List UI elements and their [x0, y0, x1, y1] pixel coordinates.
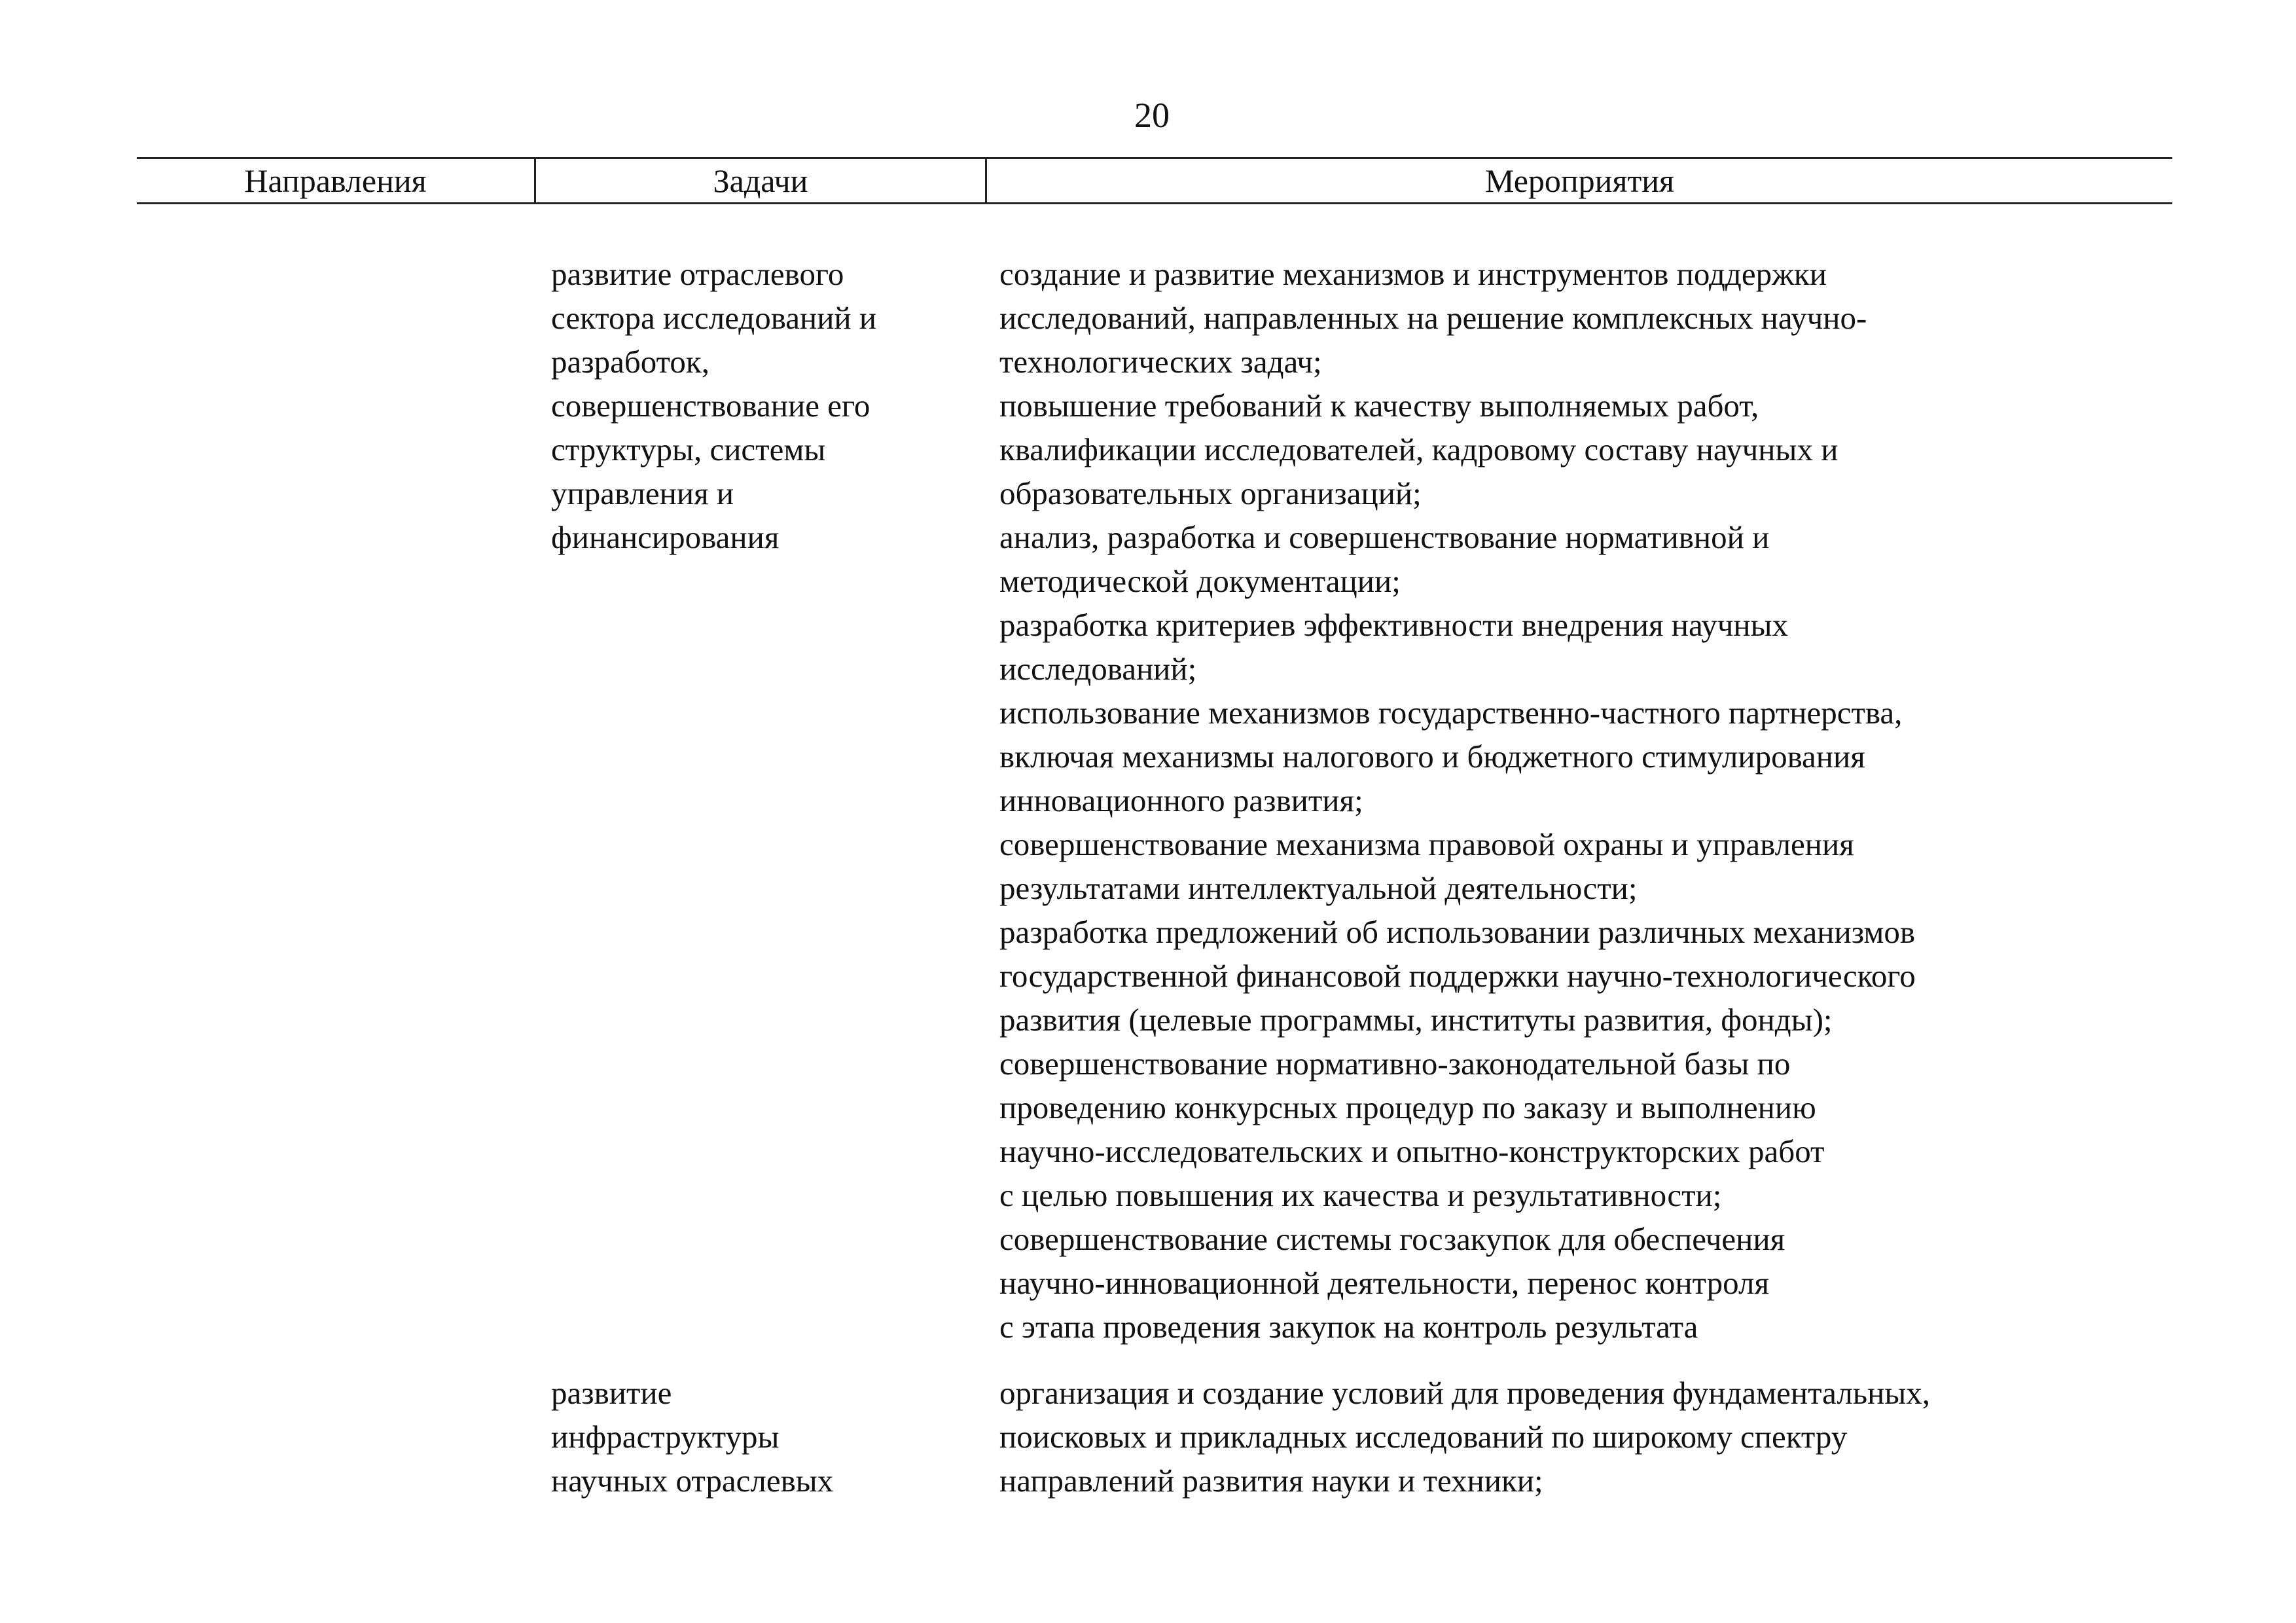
table-header-bottom-rule	[137, 202, 2172, 204]
activity-line: научно-инновационной деятельности, перенос контроля	[999, 1265, 1769, 1301]
activity-line: с целью повышения их качества и результативности;	[999, 1177, 1722, 1213]
activity-line: использование механизмов государственно-частного партнерства,	[999, 695, 1903, 731]
task-line: научных отраслевых	[551, 1463, 834, 1499]
activity-line: исследований, направленных на решение комплексных научно-	[999, 300, 1867, 336]
activity-line: разработка критериев эффективности внедрения научных	[999, 607, 1789, 643]
activity-line: развития (целевые программы, институты развития, фонды);	[999, 1002, 1833, 1038]
activity-line: исследований;	[999, 651, 1197, 687]
activity-line: разработка предложений об использовании различных механизмов	[999, 914, 1916, 950]
task-line: структуры, системы	[551, 431, 826, 467]
activity-line: государственной финансовой поддержки научно-технологического	[999, 958, 1916, 994]
task-line: инфраструктуры	[551, 1419, 780, 1455]
activity-line: совершенствование нормативно-законодательной базы по	[999, 1046, 1791, 1082]
activity-line: технологических задач;	[999, 344, 1322, 380]
task-line: сектора исследований и	[551, 300, 877, 336]
activity-line: инновационного развития;	[999, 782, 1363, 818]
activity-line: образовательных организаций;	[999, 475, 1422, 511]
task-line: развитие отраслевого	[551, 256, 844, 292]
activity-line: методической документации;	[999, 563, 1401, 599]
activity-line: включая механизмы налогового и бюджетного стимулирования	[999, 739, 1865, 775]
table-header-top-rule	[137, 157, 2172, 159]
task-cell	[551, 1371, 983, 1503]
activity-cell	[999, 1371, 2178, 1503]
header-activities: Мероприятия	[1484, 162, 1675, 199]
activity-line: повышение требований к качеству выполняемых работ,	[999, 388, 1759, 424]
activity-line: анализ, разработка и совершенствование нормативной и	[999, 519, 1770, 555]
activity-line: с этапа проведения закупок на контроль результата	[999, 1309, 1698, 1345]
activity-line: создание и развитие механизмов и инструментов поддержки	[999, 256, 1827, 292]
activity-cell	[999, 252, 2178, 1349]
task-cell	[551, 252, 983, 559]
activity-line: совершенствование механизма правовой охраны и управления	[999, 826, 1854, 862]
header-directions: Направления	[244, 162, 427, 199]
activity-line: результатами интеллектуальной деятельности;	[999, 870, 1638, 906]
page-number: 20	[1134, 96, 1170, 135]
task-line: финансирования	[551, 519, 780, 555]
header-tasks: Задачи	[713, 162, 808, 199]
activity-line: научно-исследовательских и опытно-конструкторских работ	[999, 1133, 1825, 1169]
task-line: развитие	[551, 1375, 672, 1411]
task-line: разработок,	[551, 344, 709, 380]
activity-line: направлений развития науки и техники;	[999, 1463, 1543, 1499]
task-line: управления и	[551, 475, 734, 511]
task-line: совершенствование его	[551, 388, 870, 424]
activity-line: проведению конкурсных процедур по заказу и выполнению	[999, 1089, 1816, 1125]
activity-line: квалификации исследователей, кадровому составу научных и	[999, 431, 1839, 467]
activity-line: организация и создание условий для проведения фундаментальных,	[999, 1375, 1931, 1411]
activity-line: совершенствование системы госзакупок для обеспечения	[999, 1221, 1785, 1257]
activity-line: поисковых и прикладных исследований по широкому спектру	[999, 1419, 1848, 1455]
